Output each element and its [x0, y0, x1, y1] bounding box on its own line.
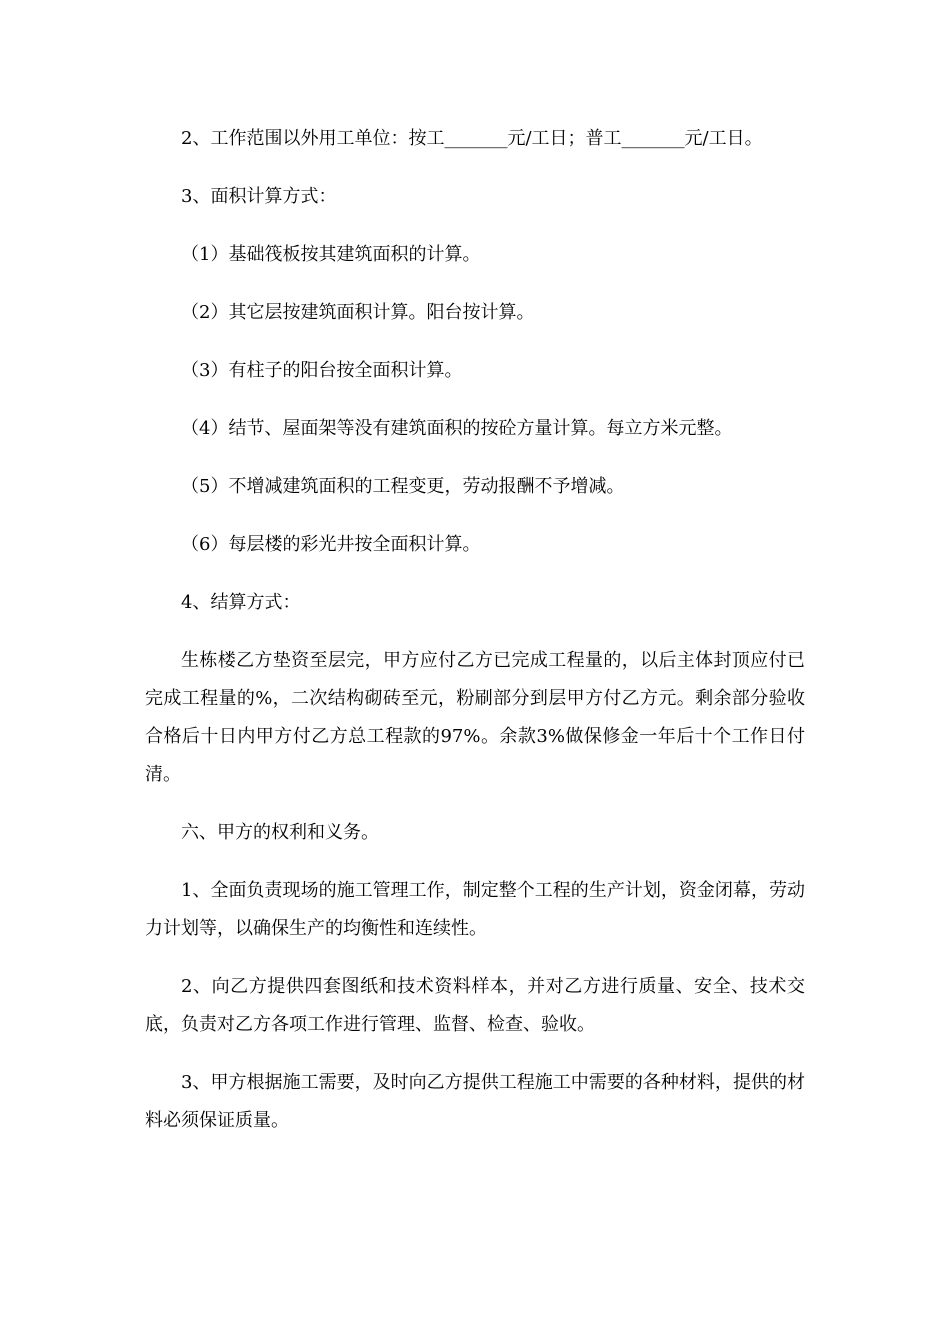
- clause-extra-labor-rates: 2、工作范围以外用工单位：按工_______元/工日；普工_______元/工日。: [181, 128, 763, 149]
- area-rule-2: （2）其它层按建筑面积计算。阳台按计算。: [181, 302, 535, 323]
- section-heading-party-a-rights: 六、甲方的权利和义务。: [181, 822, 379, 843]
- party-a-duty-2: 2、向乙方提供四套图纸和技术资料样本，并对乙方进行质量、安全、技术交底，负责对乙方各项工作进行管理、监督、检查、验收。: [145, 976, 805, 1035]
- area-rule-5: （5）不增减建筑面积的工程变更，劳动报酬不予增减。: [181, 476, 625, 497]
- settlement-paragraph: 生栋楼乙方垫资至层完，甲方应付乙方已完成工程量的，以后主体封顶应付已完成工程量的%，二次结构砌砖至元，粉刷部分到层甲方付乙方元。剩余部分验收合格后十日内甲方付乙方总工程款的97%。余款3%做保修金一年后十个工作日付清。: [145, 650, 805, 785]
- party-a-duty-1: 1、全面负责现场的施工管理工作，制定整个工程的生产计划，资金闭幕，劳动力计划等，以确保生产的均衡性和连续性。: [145, 880, 805, 939]
- heading-settlement: 4、结算方式：: [181, 592, 301, 613]
- heading-area-calculation: 3、面积计算方式：: [181, 186, 337, 207]
- area-rule-4: （4）结节、屋面架等没有建筑面积的按砼方量计算。每立方米元整。: [181, 418, 733, 439]
- area-rule-3: （3）有柱子的阳台按全面积计算。: [181, 360, 463, 381]
- area-rule-1: （1）基础筏板按其建筑面积的计算。: [181, 244, 481, 265]
- area-rule-6: （6）每层楼的彩光井按全面积计算。: [181, 534, 481, 555]
- party-a-duty-3: 3、甲方根据施工需要，及时向乙方提供工程施工中需要的各种材料，提供的材料必须保证质量。: [145, 1072, 805, 1131]
- document-body: [145, 120, 805, 1160]
